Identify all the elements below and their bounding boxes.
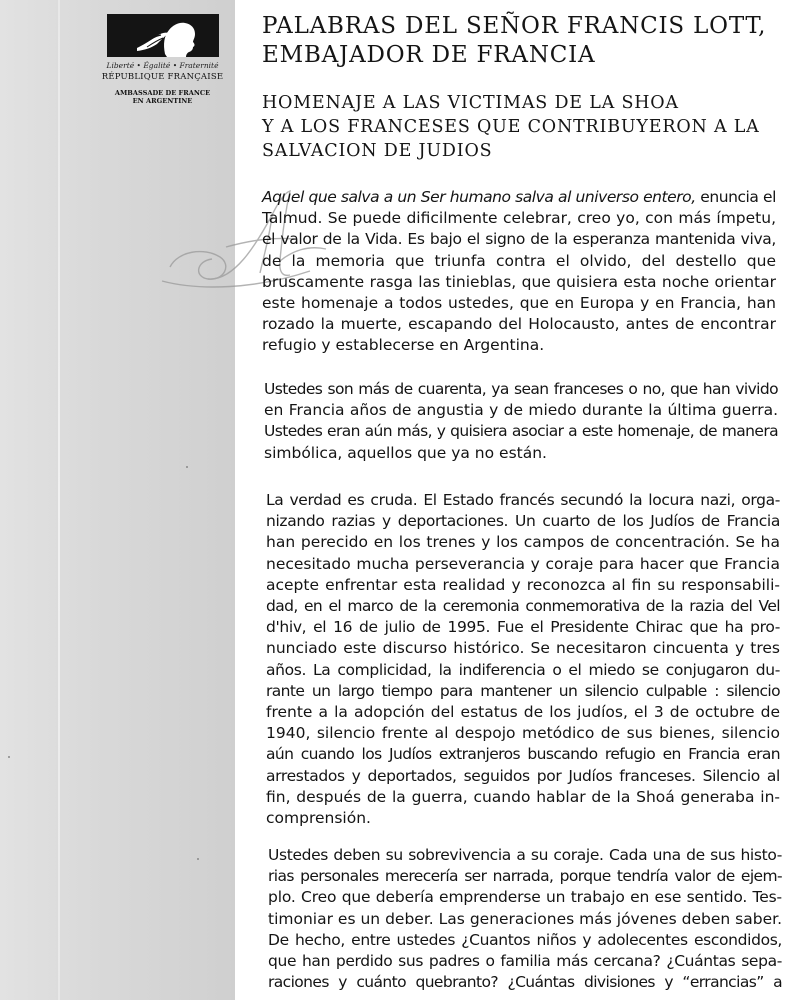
text-line: rante un largo tiempo para mantener un silencio culpable : silencio bbox=[266, 681, 780, 700]
text-line: acepte enfrentar esta realidad y reconozca al fin su responsabili- bbox=[266, 575, 780, 594]
gray-margin bbox=[0, 0, 235, 1000]
text-line: comprensión. bbox=[266, 809, 371, 828]
text-line: rias personales merecería ser narrada, porque tendría valor de ejem- bbox=[268, 867, 782, 886]
text-line: La verdad es cruda. El Estado francés secundó la locura nazi, orga- bbox=[266, 491, 780, 509]
text-line: Ustedes son más de cuarenta, ya sean franceses o no, que han vivido bbox=[264, 380, 778, 398]
text-line: aún cuando los Judíos extranjeros buscando refugio en Francia eran bbox=[266, 745, 780, 764]
letterhead bbox=[100, 14, 225, 105]
subtitle-line-1: HOMENAJE A LAS VICTIMAS DE LA SHOA bbox=[262, 93, 679, 113]
paragraph-4 bbox=[268, 845, 782, 993]
subtitle-line-2: Y A LOS FRANCESES QUE CONTRIBUYERON A LA bbox=[262, 117, 760, 137]
text-line: simbólica, aquellos que ya no están. bbox=[264, 443, 547, 462]
embassy-name bbox=[100, 89, 225, 105]
text-line: plo. Creo que debería emprenderse un trabajo en ese sentido. Tes- bbox=[268, 888, 782, 907]
paragraph-1 bbox=[262, 187, 776, 357]
text-line: este homenaje a todos ustedes, que en Europa y en Francia, han bbox=[262, 294, 776, 313]
text-line: refugio y establecerse en Argentina. bbox=[262, 336, 545, 355]
text-line: raciones y cuánto quebranto? ¿Cuántas divisiones y “errancias” a bbox=[268, 973, 782, 992]
text-line bbox=[262, 187, 776, 208]
text-line: 1940, silencio frente al despojo metódico de sus bienes, silencio bbox=[266, 724, 780, 743]
text-line: Ustedes eran aún más, y quisiera asociar a este homenaje, de manera bbox=[264, 422, 778, 441]
page-fold-line bbox=[58, 0, 60, 1000]
text-line: Talmud. Se puede dificilmente celebrar, creo yo, con más ímpetu, bbox=[262, 209, 776, 228]
text-line: dad, en el marco de la ceremonia conmemorativa de la razia del Vel bbox=[266, 597, 780, 616]
text-line: nunciado este discurso histórico. Se necesitaron cincuenta y tres bbox=[266, 639, 780, 658]
text-line: han perecido en los trenes y los campos de concentración. Se ha bbox=[266, 533, 780, 552]
talmud-quote: Aquel que salva a un Ser humano salva al universo entero, bbox=[262, 188, 696, 206]
text-line: De hecho, entre ustedes ¿Cuantos niños y adolecentes escondidos, bbox=[268, 930, 782, 949]
title-line-2: EMBAJADOR DE FRANCIA bbox=[262, 42, 596, 68]
scan-speck bbox=[186, 466, 188, 468]
embassy-line-2: EN ARGENTINE bbox=[132, 97, 193, 105]
speech-title bbox=[262, 12, 782, 70]
text-line: d'hiv, el 16 de julio de 1995. Fue el Presidente Chirac que ha pro- bbox=[266, 618, 780, 637]
text-line: timoniar es un deber. Las generaciones más jóvenes deben saber. bbox=[268, 909, 782, 928]
text-line: rozado la muerte, escapando del Holocausto, antes de encontrar bbox=[262, 315, 776, 334]
scan-speck bbox=[197, 858, 199, 860]
marianne-logo-icon bbox=[107, 14, 219, 57]
text-line: Ustedes deben su sobrevivencia a su coraje. Cada una de sus histo- bbox=[268, 846, 782, 864]
text-line: necesitado mucha perseverancia y coraje para hacer que Francia bbox=[266, 554, 780, 573]
speech-subtitle bbox=[262, 91, 782, 163]
text-line: fin, después de la guerra, cuando hablar de la Shoá generaba in- bbox=[266, 787, 780, 806]
text-line: de la memoria que triunfa contra el olvido, del destello que bbox=[262, 251, 776, 270]
text-line: bruscamente rasga las tinieblas, que quisiera esta noche orientar bbox=[262, 272, 776, 291]
text-line: frente a la adopción del estatus de los judíos, el 3 de octubre de bbox=[266, 703, 780, 722]
republic-name: RÉPUBLIQUE FRANÇAISE bbox=[101, 72, 224, 82]
text-line-fragment: enuncia el bbox=[695, 188, 776, 206]
scan-speck bbox=[8, 756, 10, 758]
text-line: en Francia años de angustia y de miedo durante la última guerra. bbox=[264, 401, 778, 420]
text-line: años. La complicidad, la indiferencia o el miedo se conjugaron du- bbox=[266, 660, 780, 679]
embassy-line-1: AMBASSADE DE FRANCE bbox=[114, 89, 211, 97]
text-line: nizando razias y deportaciones. Un cuarto de los Judíos de Francia bbox=[266, 512, 780, 531]
paragraph-2 bbox=[264, 379, 778, 464]
republic-motto: Liberté • Égalité • Fraternité bbox=[106, 61, 219, 70]
paragraph-3 bbox=[266, 490, 780, 829]
text-line: el valor de la Vida. Es bajo el signo de la esperanza mantenida viva, bbox=[262, 230, 776, 249]
title-line-1: PALABRAS DEL SEÑOR FRANCIS LOTT, bbox=[262, 13, 767, 39]
text-line: arrestados y deportados, seguidos por Judíos franceses. Silencio al bbox=[266, 766, 780, 785]
text-line: que han perdido sus padres o familia más cercana? ¿Cuántas sepa- bbox=[268, 952, 782, 971]
subtitle-line-3: SALVACION DE JUDIOS bbox=[262, 141, 493, 161]
